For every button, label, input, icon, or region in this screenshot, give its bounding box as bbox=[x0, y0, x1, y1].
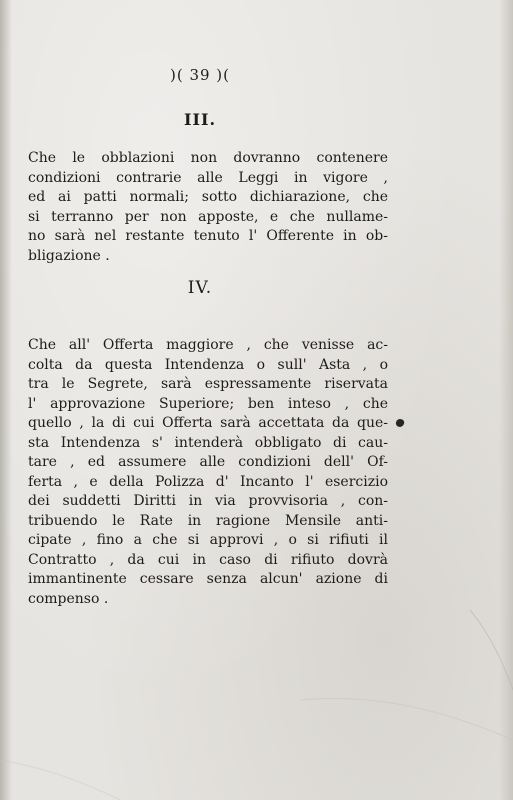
page-number: )( 39 )( bbox=[169, 66, 231, 84]
section-heading-iv: IV. bbox=[187, 278, 213, 298]
paragraph-iii bbox=[28, 149, 388, 266]
text-line: ferta , e della Polizza d' Incanto l' esercizio bbox=[28, 473, 388, 490]
text-line: si terranno per non apposte, e che nullame- bbox=[28, 208, 388, 225]
text-line: tra le Segrete, sarà espressamente riservata bbox=[28, 376, 388, 392]
text-line: ed ai patti normali; sotto dichiarazione, che bbox=[28, 189, 388, 205]
section-heading-iii: III. bbox=[183, 110, 217, 129]
text-line: compenso . bbox=[28, 590, 109, 607]
text-line: tribuendo le Rate in ragione Mensile anti- bbox=[28, 512, 388, 529]
ink-blot bbox=[395, 418, 405, 428]
text-line: l' approvazione Superiore; ben inteso , che bbox=[28, 395, 388, 412]
text-line: bligazione . bbox=[28, 247, 110, 264]
text-line: no sarà nel restante tenuto l' Offerente in ob- bbox=[28, 228, 388, 244]
paragraph-iv bbox=[28, 336, 388, 609]
page-edge-shadow-right bbox=[499, 0, 513, 800]
text-line: immantinente cessare senza alcun' azione di bbox=[28, 571, 388, 587]
text-line: tare , ed assumere alle condizioni dell' Of- bbox=[28, 454, 388, 470]
text-line: Che all' Offerta maggiore , che venisse ac- bbox=[28, 337, 388, 353]
text-line: colta da questa Intendenza o sull' Asta , o bbox=[28, 356, 388, 373]
text-line: condizioni contrarie alle Leggi in vigore , bbox=[28, 169, 388, 186]
text-line: Che le obblazioni non dovranno contenere bbox=[28, 150, 388, 166]
text-line: sta Intendenza s' intenderà obbligato di cau- bbox=[28, 434, 388, 451]
text-line: Contratto , da cui in caso di rifiuto dovrà bbox=[28, 551, 388, 568]
text-line: quello , la di cui Offerta sarà accettata da que- bbox=[28, 415, 388, 431]
text-line: dei suddetti Diritti in via provvisoria , con- bbox=[28, 493, 388, 509]
text-line: cipate , fino a che si approvi , o si rifiuti il bbox=[28, 532, 388, 548]
